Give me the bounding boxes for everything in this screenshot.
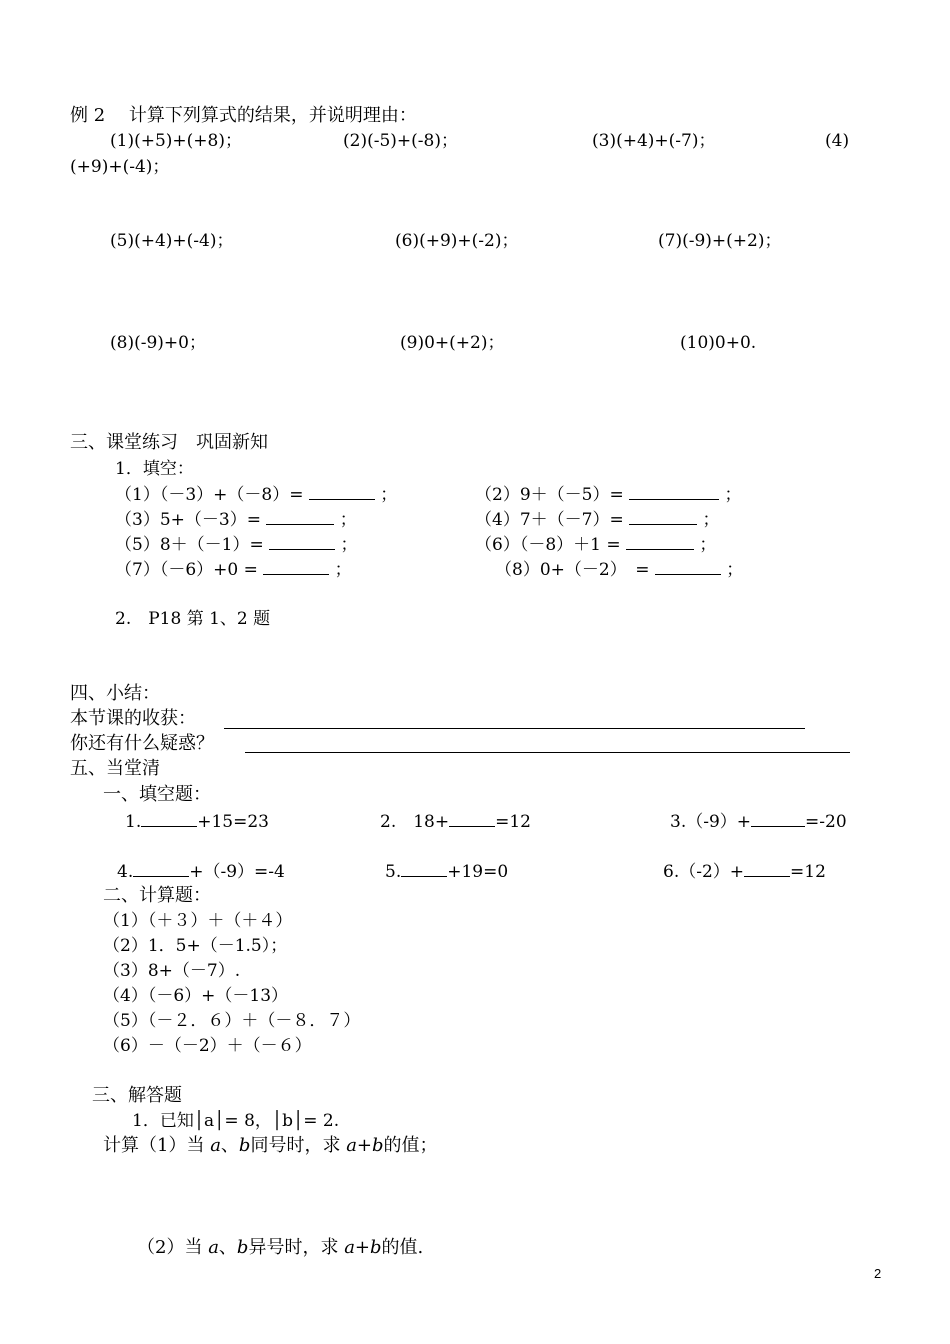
fill-item: 1. +15=23 <box>125 812 269 832</box>
answer-blank[interactable] <box>655 558 721 575</box>
answer-blank[interactable] <box>401 860 447 877</box>
answer-q1: 1．已知│a│= 8，│b│= 2. <box>132 1111 340 1131</box>
fill-row: （7）（－6）+0 = ； <box>115 560 352 580</box>
calc-item: （3）8+（－7）. <box>103 961 241 981</box>
calc-item: （1）（＋３）＋（＋４） <box>103 911 293 931</box>
section4-heading: 四、小结： <box>70 683 160 704</box>
answer-blank[interactable] <box>141 810 197 827</box>
example2-item: (4) <box>825 131 850 151</box>
example2-item: (6)(+9)+(-2)； <box>395 231 519 251</box>
example2-item: (10)0+0. <box>680 333 757 353</box>
fill-item: 4. +（-9）=-4 <box>117 862 285 882</box>
page-number: 2 <box>874 1266 882 1281</box>
fill-row: （8）0+（－2） = ； <box>495 560 744 580</box>
fill-row: （4）7＋（－7）= ； <box>475 510 720 530</box>
example2-title: 例 2 计算下列算式的结果，并说明理由： <box>70 105 417 126</box>
answer-blank[interactable] <box>269 533 335 550</box>
answer-blank[interactable] <box>266 508 334 525</box>
fill-item: 3.（-9）+ =-20 <box>670 812 847 832</box>
doubt-answer-line[interactable] <box>245 752 850 753</box>
fill-row: （6）（－8）＋1 = ； <box>475 535 717 555</box>
fill-item: 5. +19=0 <box>385 862 509 882</box>
answer-blank[interactable] <box>744 860 790 877</box>
answer-blank[interactable] <box>449 810 495 827</box>
fill-row: （3）5+（－3）= ； <box>115 510 357 530</box>
answer-part1: 计算（1）当 a、b同号时，求 a+b的值； <box>103 1135 438 1156</box>
example2-item: (8)(-9)+0； <box>110 333 206 353</box>
example2-item: (1)(+5)+(+8)； <box>110 131 242 151</box>
example2-item: (+9)+(-4)； <box>70 157 170 177</box>
calc-heading: 二、计算题： <box>103 885 211 906</box>
calc-item: （5）（－２．６）＋（－８．７） <box>103 1011 361 1031</box>
answer-blank[interactable] <box>629 483 719 500</box>
section3-q2: 2. P18 第 1、2 题 <box>115 609 271 629</box>
section3-heading: 三、课堂练习 巩固新知 <box>70 432 268 453</box>
section5-heading: 五、当堂清 <box>70 758 160 779</box>
answer-blank[interactable] <box>309 483 375 500</box>
example2-item: (9)0+(+2)； <box>400 333 505 353</box>
example2-item: (3)(+4)+(-7)； <box>592 131 716 151</box>
calc-item: （4）（－6）+（－13） <box>103 986 289 1006</box>
answer-blank[interactable] <box>629 508 697 525</box>
answer-blank[interactable] <box>133 860 189 877</box>
gain-answer-line[interactable] <box>224 728 805 729</box>
fill-item: 2. 18+ =12 <box>380 812 531 832</box>
example2-item: (5)(+4)+(-4)； <box>110 231 234 251</box>
section3-q1: 1．填空： <box>115 459 194 479</box>
fill-item: 6.（-2）+ =12 <box>663 862 826 882</box>
calc-item: （6）－（－2）＋（－６） <box>103 1036 312 1056</box>
example2-item: (7)(-9)+(+2)； <box>658 231 782 251</box>
answer-blank[interactable] <box>626 533 694 550</box>
doubt-label: 你还有什么疑惑？ <box>70 733 214 754</box>
fill-row: （2）9＋（－5）= ； <box>475 485 742 505</box>
fill-row: （5）8＋（－1）= ； <box>115 535 358 555</box>
fill-row: （1）（－3）+（－8）= ； <box>115 485 398 505</box>
gain-label: 本节课的收获： <box>70 708 196 729</box>
calc-item: （2）1．5+（－1.5）； <box>103 936 288 956</box>
answer-part2: （2）当 a、b异号时，求 a+b的值. <box>137 1237 424 1258</box>
answer-heading: 三、解答题 <box>92 1085 182 1106</box>
fill-heading: 一、填空题： <box>103 784 211 805</box>
answer-blank[interactable] <box>263 558 329 575</box>
example2-item: (2)(-5)+(-8)； <box>343 131 458 151</box>
answer-blank[interactable] <box>751 810 805 827</box>
